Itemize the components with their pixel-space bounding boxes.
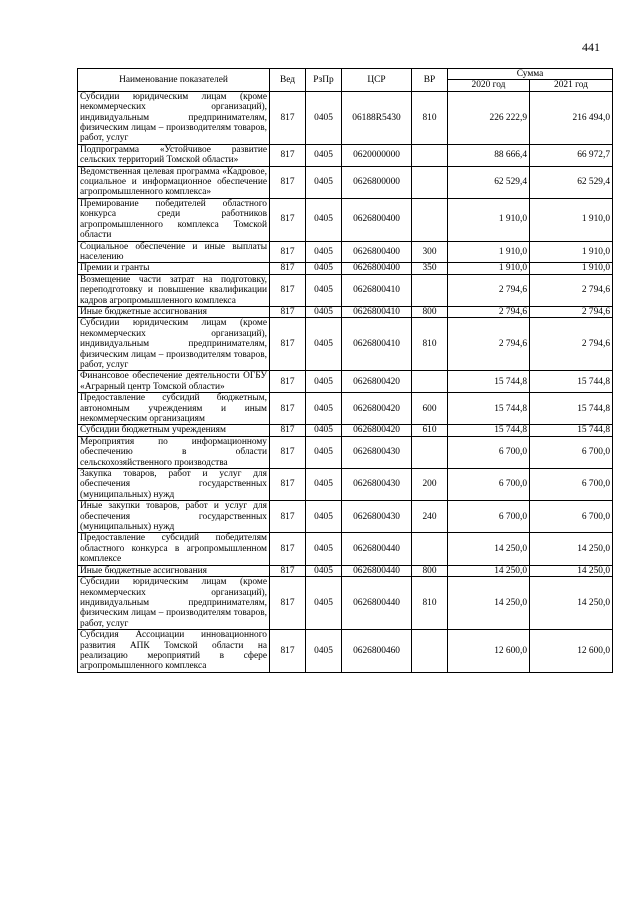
cell-csr: 0626800410 (342, 306, 412, 317)
cell-rzpr: 0405 (306, 371, 342, 393)
cell-ved: 817 (270, 436, 306, 468)
cell-csr: 0626800430 (342, 501, 412, 533)
cell-ved: 817 (270, 425, 306, 436)
cell-vr (412, 436, 448, 468)
table-body (78, 91, 613, 672)
cell-2020: 15 744,8 (448, 393, 530, 425)
cell-rzpr: 0405 (306, 425, 342, 436)
cell-2020: 6 700,0 (448, 436, 530, 468)
cell-2020: 12 600,0 (448, 630, 530, 673)
page-number: 441 (582, 40, 600, 54)
cell-csr: 0620000000 (342, 144, 412, 166)
cell-ved: 817 (270, 198, 306, 241)
table-row (78, 166, 613, 198)
cell-csr: 0626800440 (342, 577, 412, 630)
cell-rzpr: 0405 (306, 501, 342, 533)
table-row (78, 241, 613, 263)
cell-rzpr: 0405 (306, 263, 342, 274)
cell-2020: 2 794,6 (448, 318, 530, 371)
cell-name: Подпрограмма «Устойчивое развитие сельских территорий Томской области» (78, 144, 270, 166)
cell-name: Иные бюджетные ассигнования (78, 565, 270, 576)
cell-2021: 62 529,4 (530, 166, 613, 198)
cell-2020: 2 794,6 (448, 274, 530, 306)
cell-name: Предоставление субсидий победителям областного конкурса в агропромышленном комплексе (78, 533, 270, 565)
cell-2020: 2 794,6 (448, 306, 530, 317)
cell-ved: 817 (270, 577, 306, 630)
cell-rzpr: 0405 (306, 630, 342, 673)
cell-rzpr: 0405 (306, 166, 342, 198)
table-row (78, 306, 613, 317)
table-row (78, 198, 613, 241)
cell-2020: 15 744,8 (448, 371, 530, 393)
cell-csr: 0626800400 (342, 263, 412, 274)
cell-csr: 0626800440 (342, 565, 412, 576)
cell-2020: 226 222,9 (448, 91, 530, 144)
cell-rzpr: 0405 (306, 306, 342, 317)
cell-2021: 216 494,0 (530, 91, 613, 144)
cell-rzpr: 0405 (306, 198, 342, 241)
cell-2021: 15 744,8 (530, 393, 613, 425)
header-name: Наименование показателей (78, 69, 270, 92)
cell-2021: 2 794,6 (530, 306, 613, 317)
cell-csr: 0626800460 (342, 630, 412, 673)
cell-rzpr: 0405 (306, 565, 342, 576)
cell-2021: 15 744,8 (530, 425, 613, 436)
cell-vr (412, 166, 448, 198)
table-header (78, 69, 613, 92)
cell-ved: 817 (270, 241, 306, 263)
cell-rzpr: 0405 (306, 393, 342, 425)
cell-vr: 810 (412, 577, 448, 630)
cell-vr: 800 (412, 565, 448, 576)
cell-name: Предоставление субсидий бюджетным, автономным учреждениям и иным некоммерческим организациям (78, 393, 270, 425)
cell-name: Субсидии юридическим лицам (кроме некоммерческих организаций), индивидуальным предпринимателям, физическим лицам – производителям товаров, работ, услуг (78, 577, 270, 630)
cell-ved: 817 (270, 501, 306, 533)
cell-ved: 817 (270, 274, 306, 306)
cell-2020: 6 700,0 (448, 469, 530, 501)
cell-2021: 14 250,0 (530, 565, 613, 576)
budget-table (77, 68, 613, 673)
table-row (78, 263, 613, 274)
cell-csr: 0626800440 (342, 533, 412, 565)
cell-name: Иные бюджетные ассигнования (78, 306, 270, 317)
cell-name: Мероприятия по информационному обеспечению в области сельскохозяйственного производства (78, 436, 270, 468)
cell-name: Финансовое обеспечение деятельности ОГБУ «Аграрный центр Томской области» (78, 371, 270, 393)
cell-rzpr: 0405 (306, 469, 342, 501)
cell-vr (412, 371, 448, 393)
cell-2020: 88 666,4 (448, 144, 530, 166)
cell-rzpr: 0405 (306, 274, 342, 306)
cell-2020: 14 250,0 (448, 577, 530, 630)
cell-rzpr: 0405 (306, 577, 342, 630)
cell-name: Ведомственная целевая программа «Кадровое, социальное и информационное обеспечение агропромышленного комплекса» (78, 166, 270, 198)
cell-name: Субсидии бюджетным учреждениям (78, 425, 270, 436)
cell-vr: 200 (412, 469, 448, 501)
cell-ved: 817 (270, 318, 306, 371)
cell-vr: 810 (412, 91, 448, 144)
cell-rzpr: 0405 (306, 241, 342, 263)
table-row (78, 274, 613, 306)
table-row (78, 318, 613, 371)
cell-csr: 06188R5430 (342, 91, 412, 144)
cell-rzpr: 0405 (306, 91, 342, 144)
cell-ved: 817 (270, 533, 306, 565)
cell-ved: 817 (270, 306, 306, 317)
cell-vr: 600 (412, 393, 448, 425)
cell-name: Иные закупки товаров, работ и услуг для обеспечения государственных (муниципальных) нужд (78, 501, 270, 533)
table-row (78, 577, 613, 630)
cell-2021: 6 700,0 (530, 501, 613, 533)
cell-2020: 15 744,8 (448, 425, 530, 436)
cell-csr: 0626800000 (342, 166, 412, 198)
cell-2020: 1 910,0 (448, 263, 530, 274)
cell-2021: 2 794,6 (530, 274, 613, 306)
cell-name: Субсидия Ассоциации инновационного развития АПК Томской области на реализацию мероприятий в сфере агропромышленного комплекса (78, 630, 270, 673)
cell-vr: 300 (412, 241, 448, 263)
table-row (78, 393, 613, 425)
cell-ved: 817 (270, 393, 306, 425)
cell-ved: 817 (270, 371, 306, 393)
cell-name: Субсидии юридическим лицам (кроме некоммерческих организаций), индивидуальным предпринимателям, физическим лицам – производителям товаров, работ, услуг (78, 91, 270, 144)
cell-name: Премирование победителей областного конкурса среди работников агропромышленного комплекса Томской области (78, 198, 270, 241)
header-2021: 2021 год (530, 80, 613, 91)
table-row (78, 91, 613, 144)
header-ved: Вед (270, 69, 306, 92)
header-2020: 2020 год (448, 80, 530, 91)
cell-csr: 0626800420 (342, 393, 412, 425)
cell-vr: 810 (412, 318, 448, 371)
cell-vr: 610 (412, 425, 448, 436)
cell-2021: 2 794,6 (530, 318, 613, 371)
cell-name: Социальное обеспечение и иные выплаты населению (78, 241, 270, 263)
table-row (78, 425, 613, 436)
cell-csr: 0626800400 (342, 198, 412, 241)
cell-vr (412, 533, 448, 565)
cell-ved: 817 (270, 91, 306, 144)
table-row (78, 533, 613, 565)
table-row (78, 469, 613, 501)
cell-2020: 1 910,0 (448, 198, 530, 241)
cell-2021: 15 744,8 (530, 371, 613, 393)
cell-2021: 1 910,0 (530, 263, 613, 274)
table-row (78, 436, 613, 468)
cell-rzpr: 0405 (306, 144, 342, 166)
cell-vr: 800 (412, 306, 448, 317)
cell-csr: 0626800410 (342, 274, 412, 306)
cell-csr: 0626800400 (342, 241, 412, 263)
cell-ved: 817 (270, 144, 306, 166)
cell-name: Премии и гранты (78, 263, 270, 274)
cell-2021: 1 910,0 (530, 198, 613, 241)
cell-csr: 0626800420 (342, 371, 412, 393)
cell-vr: 240 (412, 501, 448, 533)
cell-csr: 0626800430 (342, 436, 412, 468)
header-rzpr: РзПр (306, 69, 342, 92)
cell-name: Закупка товаров, работ и услуг для обеспечения государственных (муниципальных) нужд (78, 469, 270, 501)
cell-name: Субсидии юридическим лицам (кроме некоммерческих организаций), индивидуальным предпринимателям, физическим лицам – производителям товаров, работ, услуг (78, 318, 270, 371)
cell-2021: 14 250,0 (530, 533, 613, 565)
table-row (78, 565, 613, 576)
cell-2020: 1 910,0 (448, 241, 530, 263)
cell-vr (412, 198, 448, 241)
cell-csr: 0626800430 (342, 469, 412, 501)
cell-ved: 817 (270, 166, 306, 198)
cell-2020: 14 250,0 (448, 533, 530, 565)
cell-2021: 1 910,0 (530, 241, 613, 263)
cell-rzpr: 0405 (306, 533, 342, 565)
table-row (78, 371, 613, 393)
cell-rzpr: 0405 (306, 436, 342, 468)
cell-ved: 817 (270, 565, 306, 576)
table-row (78, 144, 613, 166)
cell-rzpr: 0405 (306, 318, 342, 371)
cell-2021: 12 600,0 (530, 630, 613, 673)
cell-csr: 0626800410 (342, 318, 412, 371)
cell-2020: 6 700,0 (448, 501, 530, 533)
cell-2021: 6 700,0 (530, 469, 613, 501)
cell-ved: 817 (270, 469, 306, 501)
cell-vr (412, 144, 448, 166)
table-row (78, 630, 613, 673)
table-row (78, 501, 613, 533)
cell-2020: 14 250,0 (448, 565, 530, 576)
cell-2021: 6 700,0 (530, 436, 613, 468)
cell-2021: 66 972,7 (530, 144, 613, 166)
cell-vr (412, 274, 448, 306)
header-csr: ЦСР (342, 69, 412, 92)
header-sum: Сумма (448, 69, 613, 80)
cell-name: Возмещение части затрат на подготовку, переподготовку и повышение квалификации кадров агропромышленного комплекса (78, 274, 270, 306)
cell-2020: 62 529,4 (448, 166, 530, 198)
cell-ved: 817 (270, 630, 306, 673)
cell-vr: 350 (412, 263, 448, 274)
header-vr: ВР (412, 69, 448, 92)
cell-2021: 14 250,0 (530, 577, 613, 630)
cell-ved: 817 (270, 263, 306, 274)
cell-csr: 0626800420 (342, 425, 412, 436)
cell-vr (412, 630, 448, 673)
